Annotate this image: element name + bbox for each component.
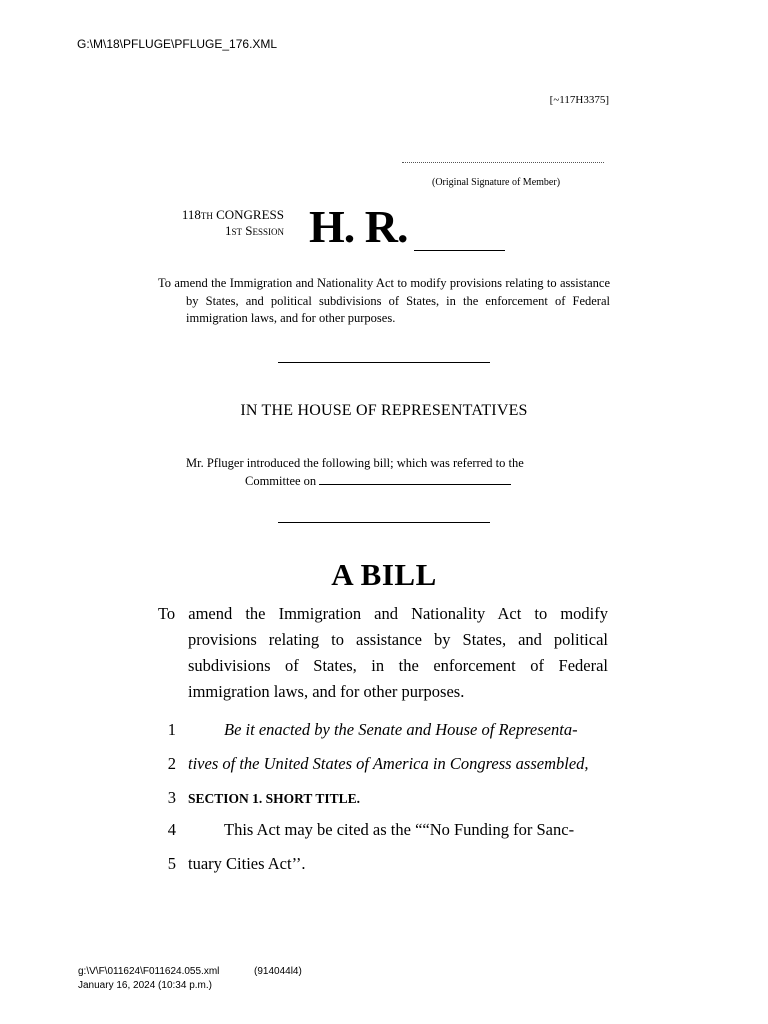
short-title-line-2: tuary Cities Act’’. [188, 854, 306, 873]
enacting-clause-line-1: Be it enacted by the Senate and House of Representa- [224, 720, 578, 739]
line-number: 1 [167, 720, 176, 739]
draft-id: [~117H3375] [549, 94, 609, 106]
footer-file: g:\V\F\011624\F011624.055.xml [78, 966, 220, 977]
short-title-line-1: This Act may be cited as the ““No Funding for Sanc- [224, 820, 575, 839]
signature-label: (Original Signature of Member) [432, 177, 561, 188]
short-description-text: To amend the Immigration and Nationality Act to modify provisions relating to assistance by States, and political subdivisions of States, in the enforcement of Federal immigration laws, and for other purposes. [158, 276, 610, 325]
file-path: G:\M\18\PFLUGE\PFLUGE_176.XML [77, 37, 278, 51]
long-title-text: To amend the Immigration and Nationality Act to modify provisions relating to assistance by States, and political subdivisions of States, in the enforcement of Federal immigration laws, and for other purposes. [158, 604, 608, 701]
bill-line-1 [152, 720, 612, 746]
bill-line-4 [152, 820, 612, 846]
line-number: 2 [167, 754, 176, 773]
divider-rule-1 [278, 362, 490, 363]
introduction-line-1: Mr. Pfluger introduced the following bill; which was referred to the [186, 456, 524, 470]
footer-code: (914044l4) [254, 966, 302, 977]
line-number: 4 [167, 820, 176, 839]
line-number: 5 [167, 854, 176, 873]
congress-label: 118th CONGRESS [181, 207, 284, 222]
footer-date: January 16, 2024 (10:34 p.m.) [78, 980, 212, 991]
committee-blank [319, 473, 511, 485]
committee-label: Committee on [245, 474, 320, 488]
section-heading: SECTION 1. SHORT TITLE. [188, 791, 360, 806]
bill-line-2 [152, 754, 612, 780]
signature-line [402, 152, 604, 163]
session-label: 1st Session [225, 223, 284, 238]
introduction-statement [186, 454, 606, 490]
enacting-clause-line-2: tives of the United States of America in Congress assembled, [188, 754, 589, 773]
house-heading: IN THE HOUSE OF REPRESENTATIVES [240, 402, 528, 419]
congress-session-block [158, 207, 284, 239]
long-title [158, 601, 608, 705]
bill-line-3 [152, 788, 612, 814]
introduction-line-2 [186, 472, 606, 490]
divider-rule-2 [278, 522, 490, 523]
a-bill-heading: A BILL [331, 557, 437, 592]
bill-number-blank [414, 250, 505, 251]
short-description [158, 275, 610, 328]
bill-number: H. R. [309, 201, 408, 252]
bill-line-5 [152, 854, 612, 880]
line-number: 3 [167, 788, 176, 807]
